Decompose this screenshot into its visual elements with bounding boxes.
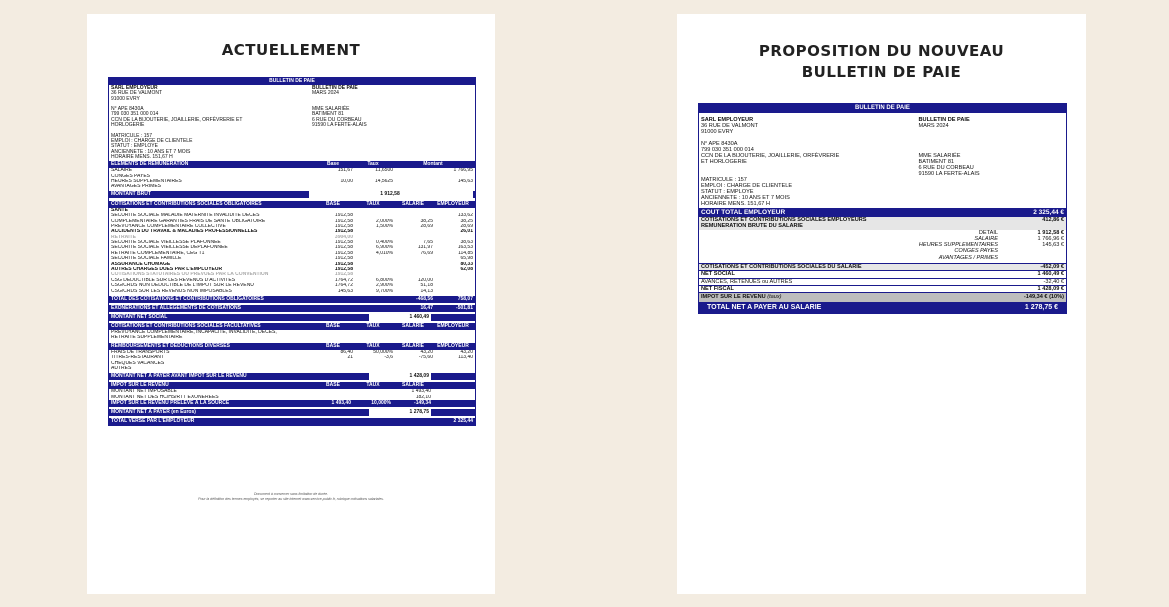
cell-value: 182,10	[415, 394, 431, 400]
employee-block	[272, 86, 473, 160]
advances-value: -32,40 €	[1043, 278, 1064, 285]
column-header: TAUX	[366, 200, 380, 207]
employer-line: 799 030 351 000 014	[701, 147, 754, 153]
cell-value: 131,97	[417, 245, 433, 251]
footnote-1: Document à conserver sans limitation de durée.	[253, 492, 329, 496]
row-label: COTISATIONS STATUTAIRES OU PRÉVUES PAR LA CONVENTION	[111, 272, 269, 278]
exo-employeur: -501,81	[456, 304, 473, 311]
table-row	[111, 366, 473, 371]
cell-value	[393, 366, 433, 371]
cell-value	[433, 289, 473, 294]
cell-value: 1764,72	[334, 277, 353, 283]
column-header: SALARIÉ	[402, 322, 424, 329]
cell-value: 1 766,95	[453, 168, 473, 174]
net-social-value: 1 460,49	[369, 314, 431, 321]
employer-line: EMPLOI : CHARGE DE CLIENTELE	[111, 137, 193, 144]
income-tax	[109, 382, 475, 400]
current-payslip-panel	[87, 14, 495, 594]
slip-title: BULLETIN DE PAIE	[109, 78, 475, 85]
cell-value	[353, 366, 393, 371]
cell-value: 76,69	[420, 250, 433, 256]
cell-value: 62,08	[460, 267, 473, 273]
column-header: EMPLOYEUR	[437, 322, 469, 329]
employee-line: MARS 2024	[918, 123, 949, 129]
section-header-row	[109, 161, 475, 168]
advances-row	[699, 278, 1066, 285]
cell-value: 114,85	[458, 250, 473, 256]
cell-value: 1912,58	[334, 229, 353, 235]
employee-line: 91590 LA FERTE-ALAIS	[312, 122, 367, 129]
row-label: TITRES-RESTAURANT	[111, 355, 164, 361]
cell-value: 6,800%	[376, 277, 393, 283]
column-header: EMPLOYEUR	[437, 342, 469, 349]
table-row	[111, 184, 473, 189]
section-body	[109, 208, 475, 294]
employer-line: MATRICULE : 157	[701, 177, 747, 183]
cell-value: 3904,00	[334, 234, 353, 240]
row-label: CSG DÉDUCTIBLE SUR LES REVENUS D'ACTIVITÉS	[111, 277, 236, 283]
detail-value: 1 766,96 €	[1037, 235, 1064, 242]
heading-line-2: BULLETIN DE PAIE	[801, 63, 962, 81]
net-social-value: 1 460,49 €	[1037, 271, 1064, 278]
exonerations-row	[109, 305, 475, 312]
net-fiscal-value: 1 428,09 €	[1037, 285, 1064, 292]
row-label: CSG/CRDS SUR LES REVENUS NON IMPOSABLES	[111, 288, 232, 294]
cell-value	[353, 184, 393, 189]
employer-contrib-value: 412,86 €	[1042, 217, 1064, 223]
row-label: PRÉVOYANCE COMPLÉMENTAIRE COLLECTIVE	[111, 223, 226, 229]
total-cost-row	[699, 208, 1066, 217]
net-before-tax-value: 1 428,09	[369, 373, 431, 380]
section-body	[109, 330, 475, 341]
cell-value: 1912,58	[334, 213, 353, 219]
detail-label: HEURES SUPPLEMENTAIRES	[918, 242, 998, 249]
detail-label: CONGES PAYES	[954, 248, 998, 255]
detail-value: 145,63 €	[1042, 242, 1064, 249]
cell-value: 145,63	[337, 288, 353, 294]
section-header: REMBOURSEMENTS ET DÉDUCTIONS DIVERSES	[111, 342, 230, 349]
gross-value: 1 912,58	[309, 191, 473, 198]
employee-contrib-label: COTISATIONS ET CONTRIBUTIONS SOCIALES DU SALARIE	[701, 264, 862, 271]
cell-value: 0,400%	[376, 240, 393, 246]
employer-block	[701, 117, 847, 207]
column-header: Taux	[367, 161, 379, 168]
slip-header	[109, 85, 475, 161]
row-label: AVANTAGES PRIMES	[111, 184, 162, 190]
employer-line: MATRICULE : 157	[111, 132, 153, 139]
row-label: MONTANT NET DES HC/HS/RTT EXONÉRÉES	[111, 394, 219, 400]
cell-value: 1912,58	[334, 261, 353, 267]
employer-line: CCN DE LA BIJOUTERIE, JOAILLERIE, ORFÈVRERIE ET HORLOGERIE	[111, 116, 243, 129]
employee-line: MME SALARIÉE	[918, 153, 961, 159]
cell-value: 43,20	[420, 349, 433, 355]
section-header-row	[109, 323, 475, 330]
section-header-row	[109, 201, 475, 208]
row-label: SÉCURITÉ SOCIALE FAMILLE	[111, 256, 182, 262]
column-header: TAUX	[366, 382, 380, 389]
net-to-pay-value: 1 278,75	[369, 409, 431, 416]
row-label: SÉCURITÉ SOCIALE VIEILLESSE DÉPLAFONNÉE	[111, 245, 228, 251]
employee-contrib-value: -452,09 €	[1040, 264, 1064, 271]
cell-value: 26,01	[460, 229, 473, 235]
row-label: HEURES SUPPLEMENTAIRES	[111, 178, 182, 184]
table-row	[111, 289, 473, 294]
employer-line: N° APE 8430A	[111, 106, 144, 113]
net-to-pay-row	[109, 409, 475, 416]
cell-value	[313, 366, 353, 371]
cell-value: 9,700%	[376, 288, 393, 294]
cell-value: -3,6	[384, 355, 393, 361]
income-tax-value: -149,34 € (10%)	[1023, 294, 1064, 301]
cell-value: 1 493,40	[411, 389, 431, 395]
section-body	[109, 168, 475, 190]
column-header: SALARIÉ	[402, 200, 424, 207]
total-paid-row	[109, 418, 475, 425]
total-paid-label: TOTAL VERSÉ PAR L'EMPLOYEUR	[111, 418, 195, 425]
employer-line: CCN DE LA BIJOUTERIE, JOAILLERIE, ORFÈVRERIE ET HORLOGERIE	[701, 153, 840, 165]
reimbursements	[109, 343, 475, 372]
total-cost-label: COUT TOTAL EMPLOYEUR	[701, 209, 786, 216]
gross-total-row	[109, 191, 475, 198]
cell-value: 1764,72	[334, 283, 353, 289]
cell-value: 133,62	[457, 213, 473, 219]
section-body	[109, 350, 475, 372]
income-tax-rate-label: (taux)	[767, 294, 782, 301]
employee-line: MME SALARIÉE	[312, 106, 350, 113]
column-header: BASE	[326, 200, 340, 207]
cell-value: 120,00	[417, 277, 433, 283]
proposed-payslip-panel	[677, 14, 1086, 594]
cell-value: 1912,58	[334, 223, 353, 229]
row-label: FRAIS DE TRANSPORTS	[111, 349, 170, 355]
total-net-label: TOTAL NET A PAYER AU SALARIE	[707, 304, 822, 312]
column-header: SALARIÉ	[402, 382, 424, 389]
cell-value: 14,5625	[374, 178, 393, 184]
employee-line: 6 RUE DU CORBEAU	[918, 165, 974, 171]
net-fiscal-row	[699, 285, 1066, 292]
row-label: ASSURANCE CHÔMAGE	[111, 261, 171, 267]
cell-value: 6,900%	[376, 245, 393, 251]
proposed-payslip	[698, 103, 1067, 314]
cell-value: 38,25	[460, 218, 473, 224]
tax-withheld-row	[109, 400, 475, 407]
proposed-heading	[677, 41, 1086, 83]
net-before-tax-row	[109, 373, 475, 380]
exo-label: EXONÉRATIONS ET ALLÈGEMENTS DE COTISATIONS	[111, 304, 241, 311]
cell-value: 80,33	[460, 261, 473, 267]
slip-title: BULLETIN DE PAIE	[699, 104, 1066, 113]
employer-line: EMPLOI : CHARGE DE CLIENTELE	[701, 183, 793, 189]
detail-value	[1004, 255, 1064, 261]
row-label: SALAIRE	[111, 168, 133, 174]
cell-value: 50,000%	[373, 349, 393, 355]
employer-line: HORAIRE MENS. 151,67 H	[111, 153, 173, 160]
cell-value: 1912,58	[334, 218, 353, 224]
total-net-row	[699, 302, 1066, 313]
employer-line: 91000 EVRY	[701, 129, 734, 135]
employee-line: BATIMENT 81	[312, 111, 344, 118]
gross-pay-label: REMUNERATION BRUTE DU SALARIE	[701, 223, 803, 230]
heading-line-1: PROPOSITION DU NOUVEAU	[758, 42, 1005, 60]
exo-salarie: 16,47	[420, 304, 433, 311]
employee-contrib-row	[699, 263, 1066, 270]
cell-value: 1912,58	[334, 250, 353, 256]
employer-line: SARL EMPLOYEUR	[111, 85, 158, 91]
row-label: PRÉVOYANCE COMPLÉMENTAIRE, INCAPACITÉ, INVALIDITÉ, DÉCÈS,	[111, 329, 277, 335]
row-label: SÉCURITÉ SOCIALE VIEILLESSE PLAFONNÉE	[111, 240, 221, 246]
employer-contrib-label: COTISATIONS ET CONTRIBUTIONS SOCIALES EMPLOYEURS	[701, 217, 867, 223]
employer-line: HORAIRE MENS. 151,67 H	[701, 201, 771, 207]
net-social-label: MONTANT NET SOCIAL	[111, 313, 168, 320]
row-label: AUTRES	[111, 365, 132, 371]
current-payslip	[108, 77, 476, 426]
tax-withheld-base: 1 493,40	[331, 400, 351, 407]
table-row	[111, 335, 473, 340]
cell-value: 38,63	[460, 240, 473, 246]
row-label: COMPLÉMENTAIRE GARANTIES FRAIS DE SANTÉ OBLIGATOIRE	[111, 218, 266, 224]
employee-block	[847, 117, 1065, 207]
employee-line: BULLETIN DE PAIE	[312, 85, 358, 91]
total-net-value: 1 278,75 €	[1024, 304, 1058, 312]
cell-value	[313, 184, 353, 189]
employer-line: ANCIENNETE : 10 ANS ET 7 MOIS	[111, 148, 191, 155]
cell-value: 28,69	[460, 223, 473, 229]
cell-value: 1,500%	[376, 223, 393, 229]
column-header: BASE	[326, 342, 340, 349]
cell-value: -75,60	[418, 355, 433, 361]
net-social-label: NET SOCIAL	[701, 271, 735, 278]
cell-value: 7,65	[423, 240, 433, 246]
optional-contributions	[109, 323, 475, 341]
row-label: RETRAITE COMPLÉMENTAIRE, CEG T1	[111, 250, 205, 256]
column-header: EMPLOYEUR	[437, 200, 469, 207]
employer-line: N° APE 8430A	[701, 141, 738, 147]
employee-line: 91590 LA FERTE-ALAIS	[918, 171, 980, 177]
total-contrib-employeur: 758,07	[457, 295, 473, 302]
cell-value: 43,20	[460, 349, 473, 355]
income-tax-label: IMPOT SUR LE REVENU	[701, 294, 766, 301]
cell-value: 1912,58	[334, 272, 353, 278]
tax-withheld-label: IMPÔT SUR LE REVENU PRÉLEVÉ À LA SOURCE	[111, 400, 230, 407]
employee-line: BULLETIN DE PAIE	[918, 117, 970, 123]
mandatory-contributions	[109, 201, 475, 294]
net-fiscal-label: NET FISCAL	[701, 285, 734, 292]
section-header: IMPÔT SUR LE REVENU	[111, 382, 169, 389]
employer-block	[111, 86, 272, 160]
gross-pay-value: 1 912,58 €	[1037, 229, 1064, 236]
employer-line: 91000 EVRY	[111, 95, 140, 102]
row-label: ACCIDENTS DU TRAVAIL & MALADIES PROFESSIONNELLES	[111, 229, 258, 235]
column-header: TAUX	[366, 342, 380, 349]
employer-line: STATUT : EMPLOYE	[701, 189, 754, 195]
detail-label: AVANTAGES / PRIMES	[938, 254, 998, 261]
cell-value: 4,010%	[376, 250, 393, 256]
section-header: COTISATIONS ET CONTRIBUTIONS SOCIALES FACULTATIVES	[111, 322, 261, 329]
total-contributions-row	[109, 296, 475, 303]
row-label: CONGES PAYES	[111, 173, 150, 179]
detail-row	[699, 255, 1066, 261]
current-heading: ACTUELLEMENT	[221, 41, 361, 59]
slip-header	[699, 113, 1066, 208]
row-label: RETRAITE SUPPLÉMENTAIRE	[111, 335, 183, 341]
cell-value	[433, 366, 473, 371]
column-header: TAUX	[366, 322, 380, 329]
employee-line: 6 RUE DU CORBEAU	[312, 116, 362, 123]
cell-value: 163,53	[457, 245, 473, 251]
cell-value	[393, 184, 473, 189]
footnote-2: Pour la définition des termes employés, se reporter au site internet www.service-public.fr, rubrique cotisations salariales.	[198, 497, 384, 501]
employer-line: ANCIENNETE : 10 ANS ET 7 MOIS	[701, 195, 790, 201]
row-label: CHÈQUES VACANCES	[111, 360, 165, 366]
net-social-row	[109, 314, 475, 321]
section-header-row	[109, 343, 475, 350]
cell-value: 151,67	[337, 168, 353, 174]
total-contrib-salarie: -468,56	[416, 295, 433, 302]
column-header: Base	[327, 161, 339, 168]
cell-value: 51,18	[420, 283, 433, 289]
cell-value: 21	[347, 355, 353, 361]
cell-value: 2,900%	[376, 283, 393, 289]
cell-value: 38,25	[420, 218, 433, 224]
employee-line: BATIMENT 81	[918, 159, 955, 165]
tax-withheld-amount: -149,34	[414, 400, 431, 407]
net-to-pay-label: MONTANT NET À PAYER (en Euros)	[111, 409, 196, 416]
total-paid-value: 2 325,44	[453, 418, 473, 425]
cell-value: 14,13	[420, 288, 433, 294]
column-header: BASE	[326, 322, 340, 329]
total-contrib-label: TOTAL DES COTISATIONS ET CONTRIBUTIONS OBLIGATOIRES	[111, 295, 264, 302]
cell-value: 10,00	[340, 178, 353, 184]
cell-value: 11,6500	[375, 168, 393, 174]
footnotes	[108, 492, 474, 502]
remuneration-elements	[109, 161, 475, 190]
cell-value: 28,69	[420, 223, 433, 229]
net-social-row	[699, 270, 1066, 277]
employer-line: SARL EMPLOYEUR	[701, 117, 754, 123]
employer-line: 799 030 351 000 014	[111, 111, 159, 118]
column-header: Montant	[423, 161, 443, 168]
cell-value: 65,98	[460, 256, 473, 262]
detail-label: DETAIL	[978, 229, 998, 236]
income-tax-row	[699, 292, 1066, 302]
cell-value: 1912,58	[334, 240, 353, 246]
section-header-row	[109, 382, 475, 389]
employer-line: 36 RUE DE VALMONT	[701, 123, 759, 129]
cell-value: 1912,58	[334, 245, 353, 251]
tax-withheld-rate: 10,000%	[371, 400, 391, 407]
section-header: ELEMENTS DE REMUNERATION	[111, 161, 189, 168]
row-label: CSG/CRDS NON DÉDUCTIBLE DE L'IMPÔT SUR LE REVENU	[111, 283, 254, 289]
cell-value: 1912,58	[334, 267, 353, 273]
section-body	[109, 389, 475, 400]
employee-line: MARS 2024	[312, 90, 339, 97]
row-label: SÉCURITÉ SOCIALE MALADIE MATERNITÉ INVALIDITÉ DÉCÈS	[111, 213, 260, 219]
advances-label: AVANCES, RETENUES ou AUTRES	[701, 278, 793, 285]
row-label: MONTANT NET IMPOSABLE	[111, 389, 177, 395]
cell-value: 1912,58	[334, 256, 353, 262]
net-before-tax-label: MONTANT NET À PAYER AVANT IMPÔT SUR LE REVENU	[111, 373, 247, 380]
detail-rows	[699, 236, 1066, 261]
gross-label: MONTANT BRUT	[111, 190, 151, 197]
row-label: RETRAITE	[111, 234, 136, 240]
cell-value: 86,40	[340, 349, 353, 355]
column-header: SALARIÉ	[402, 342, 424, 349]
row-label: SANTÉ	[111, 207, 128, 213]
row-label: AUTRES CHARGES DUES PAR L'EMPLOYEUR	[111, 267, 223, 273]
section-header: COTISATIONS ET CONTRIBUTIONS SOCIALES OBLIGATOIRES	[111, 200, 262, 207]
cell-value: 113,40	[458, 355, 473, 361]
cell-value: 145,63	[457, 178, 473, 184]
employer-line: 36 RUE DE VALMONT	[111, 90, 163, 97]
cell-value: 2,000%	[376, 218, 393, 224]
detail-label: SALAIRE	[974, 235, 998, 242]
column-header: BASE	[326, 382, 340, 389]
employer-line: STATUT : EMPLOYE	[111, 143, 158, 150]
total-cost-value: 2 325,44 €	[1033, 209, 1064, 216]
